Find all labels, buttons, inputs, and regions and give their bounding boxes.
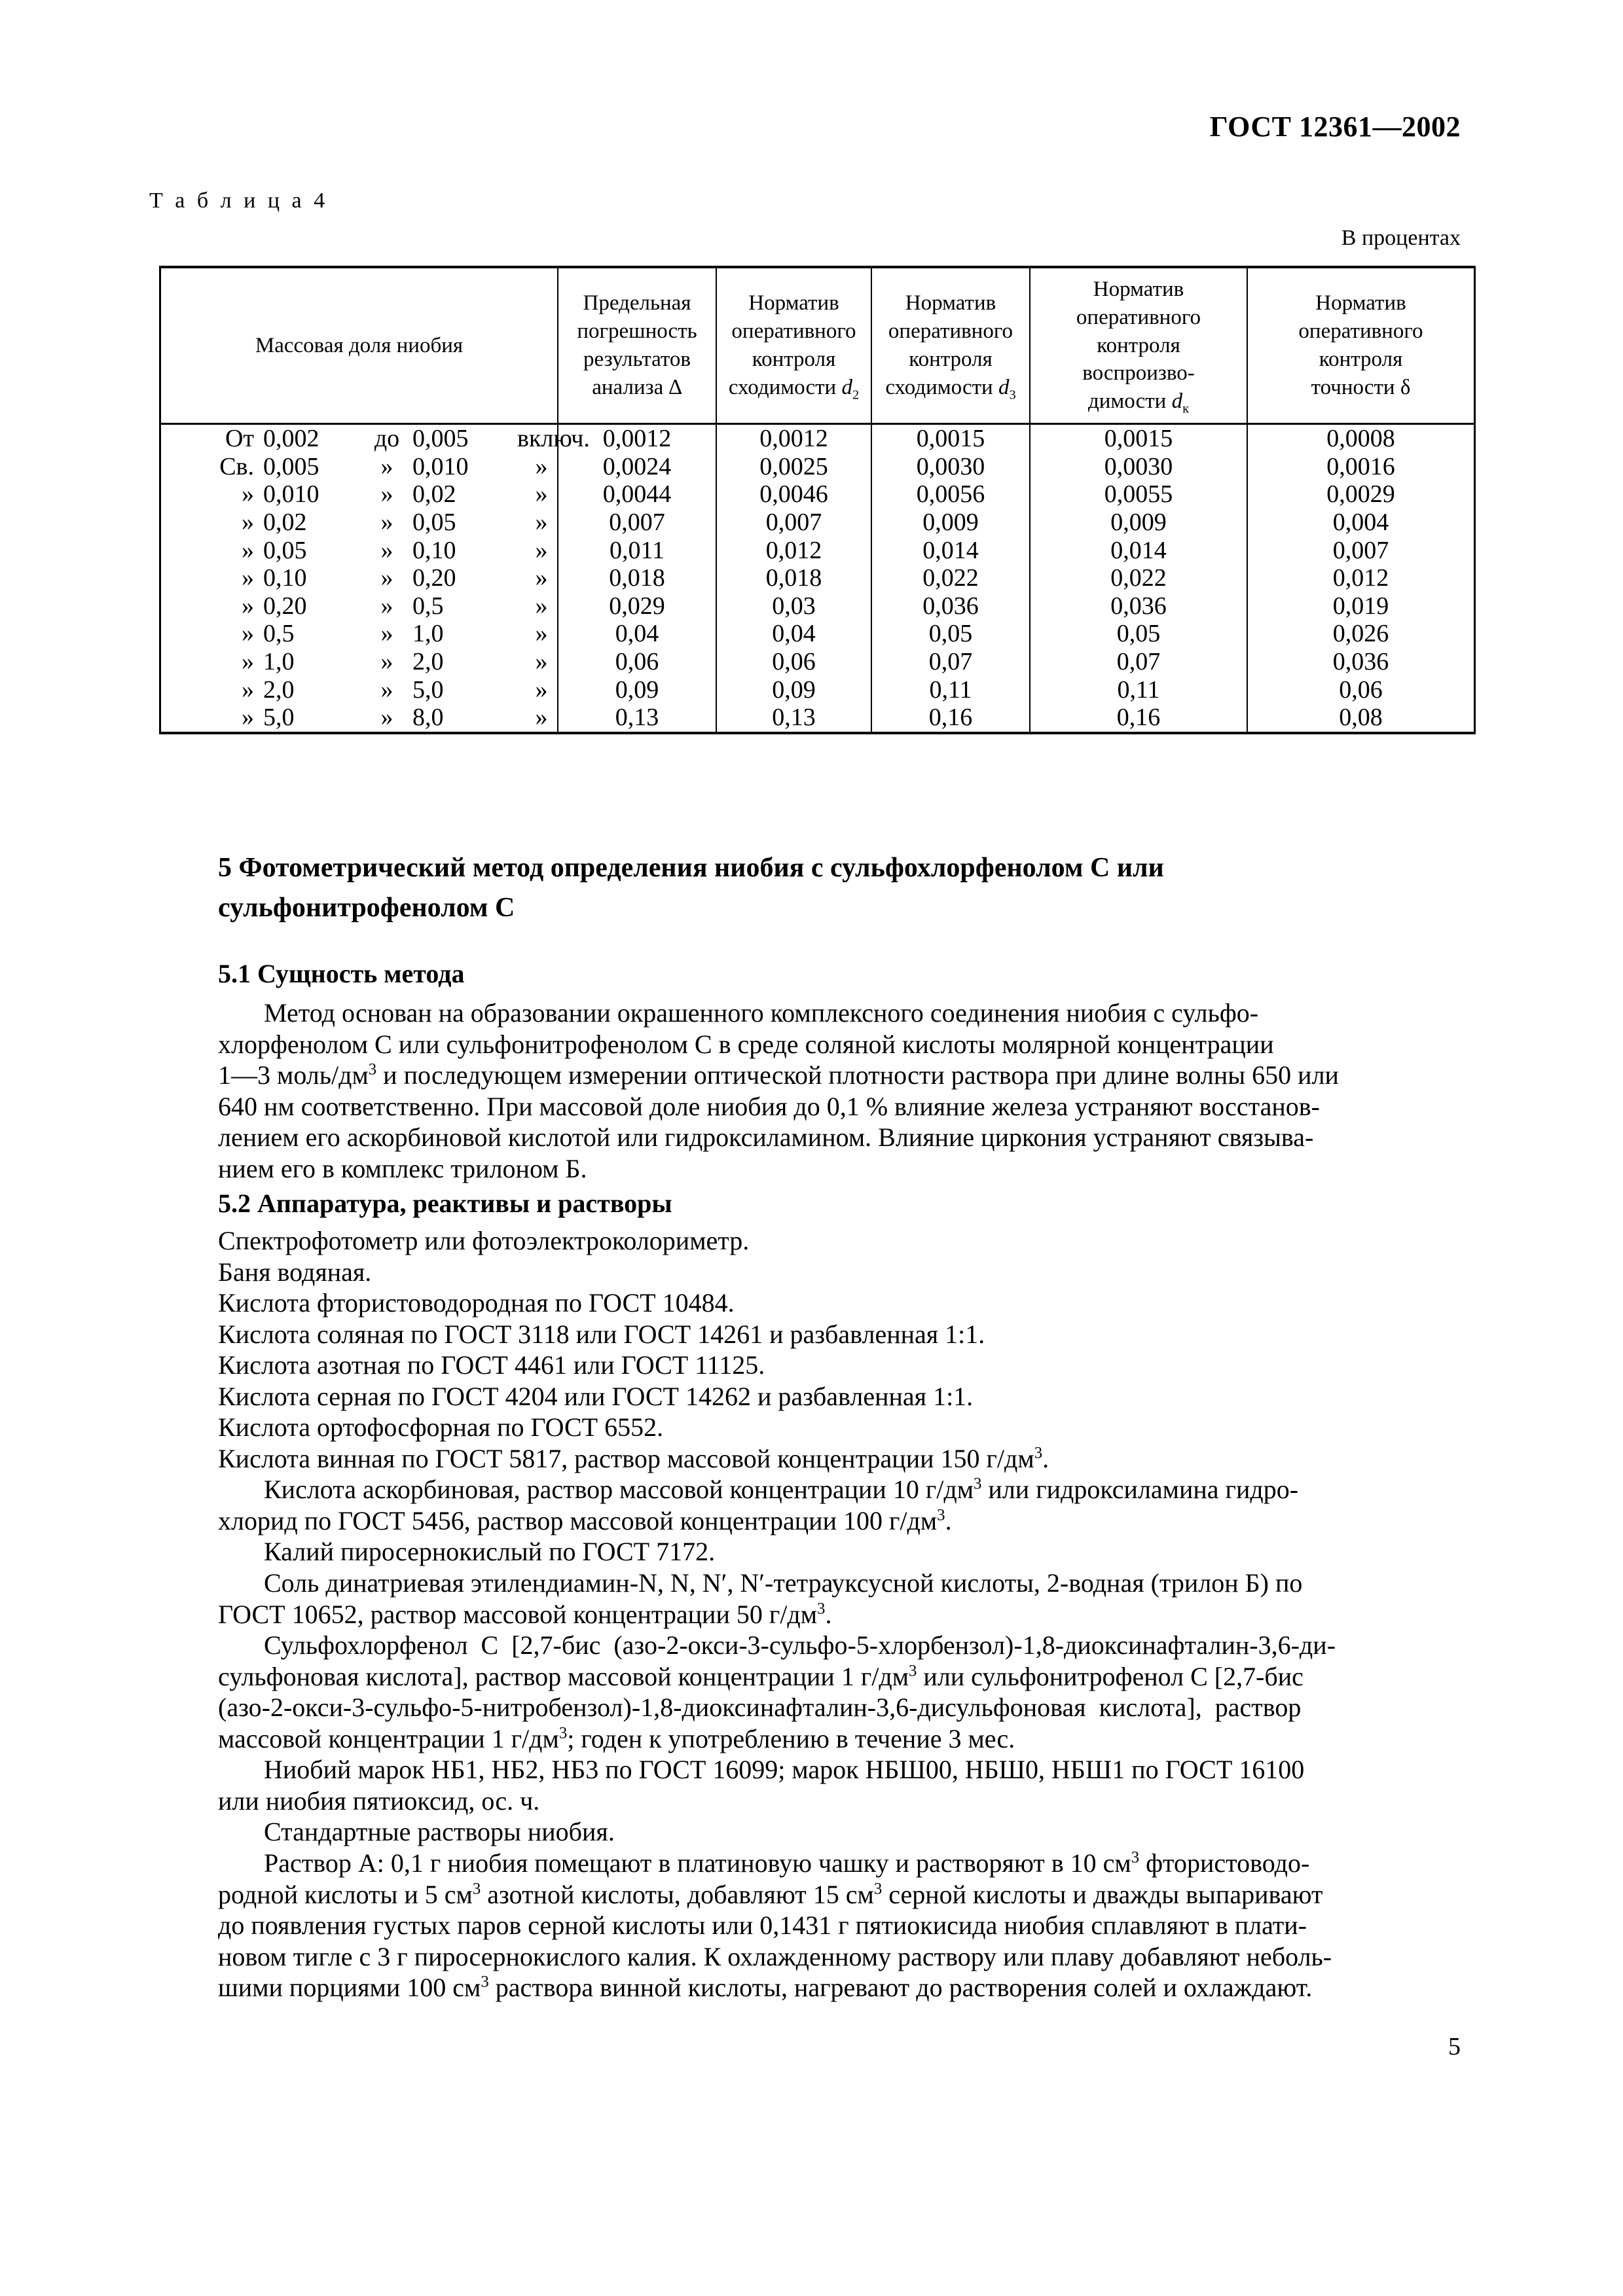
cell-dk: 0,0055	[1030, 480, 1247, 509]
range-from: 0,05	[263, 536, 307, 564]
solution-a-paragraph	[218, 1848, 1465, 2003]
cell-dk: 0,05	[1030, 620, 1247, 648]
cell-d3: 0,0030	[871, 453, 1030, 481]
table-row	[160, 424, 1475, 453]
cell-dk: 0,0015	[1030, 424, 1247, 453]
cell-accuracy: 0,0029	[1247, 480, 1475, 509]
running-header-standard-id: ГОСТ 12361—2002	[1209, 111, 1461, 143]
cell-range	[160, 536, 558, 564]
range-to: 0,005	[412, 425, 469, 453]
reagent-sulfochlorphenol	[218, 1630, 1465, 1754]
table-row	[160, 675, 1475, 704]
body-line: Соль динатриевая этилендиамин-N, N, N′, N′-тетрауксусной кислоты, 2-водная (трилон Б) по	[264, 1568, 1303, 1598]
range-to: 0,010	[412, 452, 469, 480]
cell-d3: 0,0056	[871, 480, 1030, 509]
cell-d2: 0,018	[716, 564, 871, 592]
range-suffix: »	[535, 480, 548, 509]
cell-d3: 0,16	[871, 704, 1030, 733]
subsection-5-1-title: 5.1 Сущность метода	[218, 959, 465, 988]
cell-limit-error: 0,13	[558, 704, 716, 733]
range-suffix: »	[535, 536, 548, 564]
table-row	[160, 480, 1475, 509]
reagent-item: Кислота азотная по ГОСТ 4461 или ГОСТ 11125.	[218, 1350, 765, 1380]
cell-limit-error: 0,0012	[558, 424, 716, 453]
body-line: до появления густых паров серной кислоты или 0,1431 г пятиокисида ниобия сплавляют в плати-	[218, 1910, 1307, 1940]
body-line-with-superscript: родной кислоты и 5 $см^3$ азотной кислоты, добавляют 15 $см^3$ серной кислоты и дважды выпаривают	[218, 1879, 1323, 1909]
hdr-line-symbol: сходимости $d_2$	[728, 375, 860, 403]
cell-d2: 0,0012	[716, 424, 871, 453]
cell-dk: 0,07	[1030, 648, 1247, 676]
hdr-line: Норматив	[1315, 291, 1406, 315]
column-header-limit-error	[558, 267, 716, 424]
range-prefix: »	[242, 675, 254, 704]
cell-d2: 0,007	[716, 509, 871, 537]
table-row	[160, 536, 1475, 564]
range-separator: »	[380, 564, 393, 592]
cell-dk: 0,014	[1030, 536, 1247, 564]
column-header-mass-fraction: Массовая доля ниобия	[160, 267, 558, 424]
body-line-with-superscript: массовой концентрации 1 $г/дм^3$; годен к употреблению в течение 3 мес.	[218, 1723, 1015, 1753]
range-separator: »	[380, 592, 393, 620]
cell-d2: 0,04	[716, 620, 871, 648]
range-suffix: »	[535, 648, 548, 676]
cell-d2: 0,09	[716, 675, 871, 704]
reagent-item: Кислота ортофосфорная по ГОСТ 6552.	[218, 1412, 664, 1442]
cell-range	[160, 675, 558, 704]
range-prefix: »	[242, 480, 254, 509]
range-from: 2,0	[263, 675, 295, 704]
cell-accuracy: 0,007	[1247, 536, 1475, 564]
body-line-with-superscript: ГОСТ 10652, раствор массовой концентрации 50 $г/дм^3$.	[218, 1599, 832, 1629]
range-from: 0,5	[263, 620, 295, 648]
hdr-line: оперативного	[1076, 305, 1201, 329]
range-from: 0,005	[263, 452, 319, 480]
cell-d2: 0,06	[716, 648, 871, 676]
subsection-5-2-title: 5.2 Аппаратура, реактивы и растворы	[218, 1189, 672, 1218]
hdr-line: анализа ∆	[592, 375, 682, 399]
cell-d3: 0,014	[871, 536, 1030, 564]
cell-d3: 0,022	[871, 564, 1030, 592]
range-to: 8,0	[412, 704, 444, 732]
range-to: 0,05	[412, 509, 456, 537]
range-suffix: »	[535, 620, 548, 648]
cell-range	[160, 453, 558, 481]
cell-limit-error: 0,09	[558, 675, 716, 704]
cell-d3: 0,05	[871, 620, 1030, 648]
hdr-line: Норматив	[1093, 277, 1184, 301]
range-to: 2,0	[412, 648, 444, 676]
section-5-heading-line1: 5 Фотометрический метод определения ниобия с сульфохлорфенолом С или	[218, 853, 1164, 883]
range-separator: »	[380, 675, 393, 704]
body-line: новом тигле с 3 г пиросернокислого калия. К охлажденному раствору или плаву добавляют неболь-	[218, 1941, 1332, 1971]
range-from: 5,0	[263, 704, 295, 732]
cell-limit-error: 0,0044	[558, 480, 716, 509]
reagent-item: Баня водяная.	[218, 1257, 372, 1287]
column-header-repeatability-d3	[871, 267, 1030, 424]
reagent-item: Кислота фтористоводородная по ГОСТ 10484.	[218, 1288, 735, 1318]
hdr-line: воспроизво-	[1082, 361, 1195, 386]
cell-accuracy: 0,0008	[1247, 424, 1475, 453]
subsection-5-2-reagents	[218, 1225, 1465, 1474]
table-caption: Т а б л и ц а 4	[149, 188, 329, 213]
cell-d2: 0,012	[716, 536, 871, 564]
table-row	[160, 592, 1475, 620]
cell-accuracy: 0,004	[1247, 509, 1475, 537]
reagent-potassium	[218, 1536, 1465, 1568]
table-row	[160, 453, 1475, 481]
cell-d3: 0,009	[871, 509, 1030, 537]
table-row	[160, 620, 1475, 648]
body-line-with-superscript: Кислота аскорбиновая, раствор массовой концентрации 10 $г/дм^3$ или гидроксиламина гидро-	[264, 1475, 1299, 1504]
range-separator: »	[380, 704, 393, 732]
hdr-line: оперативного	[731, 319, 856, 344]
cell-dk: 0,11	[1030, 675, 1247, 704]
reagent-item: Спектрофотометр или фотоэлектроколориметр.	[218, 1226, 750, 1255]
cell-d2: 0,13	[716, 704, 871, 733]
range-prefix: От	[225, 425, 254, 453]
reagent-item: Кислота серная по ГОСТ 4204 или ГОСТ 14262 и разбавленная 1:1.	[218, 1381, 974, 1411]
cell-accuracy: 0,0016	[1247, 453, 1475, 481]
table-row	[160, 564, 1475, 592]
range-separator: »	[380, 509, 393, 537]
hdr-line: погрешность	[577, 319, 697, 344]
range-prefix: »	[242, 564, 254, 592]
body-line: Сульфохлорфенол С [2,7-бис (азо-2-окси-3-сульфо-5-хлорбензол)-1,8-диоксинафталин-3,6-ди-	[264, 1630, 1336, 1660]
range-prefix: »	[242, 536, 254, 564]
cell-range	[160, 620, 558, 648]
section-5-heading-line2: сульфонитрофенолом С	[218, 892, 515, 923]
cell-limit-error: 0,011	[558, 536, 716, 564]
range-prefix: Св.	[219, 452, 254, 480]
hdr-line: контроля	[752, 348, 836, 371]
cell-dk: 0,16	[1030, 704, 1247, 733]
cell-range	[160, 704, 558, 733]
column-header-repeatability-d2	[716, 267, 871, 424]
range-prefix: »	[242, 704, 254, 732]
body-line: 640 нм соответственно. При массовой доле ниобия до 0,1 % влияние железа устраняют восстанов-	[218, 1091, 1320, 1121]
range-separator: »	[380, 620, 393, 648]
cell-d2: 0,03	[716, 592, 871, 620]
range-suffix: включ.	[517, 425, 590, 453]
hdr-line: контроля	[909, 348, 993, 371]
range-to: 5,0	[412, 675, 444, 704]
table-header-row	[160, 267, 1475, 424]
range-prefix: »	[242, 509, 254, 537]
range-prefix: »	[242, 620, 254, 648]
table-4	[159, 266, 1476, 734]
reagent-ascorbic-acid	[218, 1474, 1465, 1536]
subsection-5-1-body	[218, 997, 1465, 1184]
range-suffix: »	[535, 592, 548, 620]
cell-accuracy: 0,08	[1247, 704, 1475, 733]
cell-limit-error: 0,007	[558, 509, 716, 537]
table-head	[160, 267, 1475, 424]
cell-range	[160, 648, 558, 676]
range-separator: до	[374, 425, 400, 453]
body-line: лением его аскорбиновой кислотой или гидроксиламином. Влияние циркония устраняют связыва-	[218, 1122, 1314, 1152]
reagent-niobium-grades	[218, 1754, 1465, 1816]
hdr-line: контроля	[1097, 333, 1180, 357]
body-line-with-superscript: Раствор А: 0,1 г ниобия помещают в платиновую чашку и растворяют в 10 $см^3$ фтористоводо-	[264, 1848, 1310, 1878]
body-line-with-superscript: хлорид по ГОСТ 5456, раствор массовой концентрации 100 $г/дм^3$.	[218, 1505, 952, 1535]
cell-d3: 0,11	[871, 675, 1030, 704]
body-line-with-superscript: 1—3 моль/$дм^3$ и последующем измерении оптической плотности раствора при длине волны 650 или	[218, 1060, 1339, 1090]
cell-limit-error: 0,0024	[558, 453, 716, 481]
cell-dk: 0,0030	[1030, 453, 1247, 481]
range-to: 0,20	[412, 564, 456, 592]
cell-dk: 0,009	[1030, 509, 1247, 537]
cell-accuracy: 0,012	[1247, 564, 1475, 592]
cell-d3: 0,0015	[871, 424, 1030, 453]
hdr-line: точности δ	[1311, 375, 1411, 399]
standard-solutions-intro	[218, 1816, 1465, 1848]
hdr-line: оперативного	[888, 319, 1013, 344]
body-line: Ниобий марок НБ1, НБ2, НБ3 по ГОСТ 16099; марок НБШ00, НБШ0, НБШ1 по ГОСТ 16100	[264, 1755, 1305, 1784]
body-line: Метод основан на образовании окрашенного комплексного соединения ниобия с сульфо-	[264, 998, 1259, 1028]
range-suffix: »	[535, 564, 548, 592]
reagent-item-tartaric-acid: Кислота винная по ГОСТ 5817, раствор массовой концентрации 150 $г/дм^3$.	[218, 1443, 1049, 1473]
cell-d3: 0,036	[871, 592, 1030, 620]
body-line: (азо-2-окси-3-сульфо-5-нитробензол)-1,8-диоксинафталин-3,6-дисульфоновая кислота], раствор	[218, 1693, 1302, 1722]
range-to: 1,0	[412, 620, 444, 648]
range-from: 0,02	[263, 509, 307, 537]
hdr-line: Предельная	[583, 291, 691, 315]
reagent-item: Кислота соляная по ГОСТ 3118 или ГОСТ 14261 и разбавленная 1:1.	[218, 1319, 985, 1349]
range-from: 0,002	[263, 425, 319, 453]
hdr-line: Норматив	[748, 291, 839, 315]
range-from: 0,20	[263, 592, 307, 620]
hdr-line-symbol: сходимости $d_3$	[885, 375, 1016, 403]
range-prefix: »	[242, 648, 254, 676]
table-row	[160, 648, 1475, 676]
hdr-line: результатов	[583, 348, 691, 371]
range-prefix: »	[242, 592, 254, 620]
cell-accuracy: 0,026	[1247, 620, 1475, 648]
cell-range	[160, 509, 558, 537]
range-suffix: »	[535, 704, 548, 732]
range-suffix: »	[535, 452, 548, 480]
range-suffix: »	[535, 675, 548, 704]
hdr-line: Норматив	[905, 291, 996, 315]
table-units-note: В процентах	[1341, 226, 1461, 250]
range-to: 0,02	[412, 480, 456, 509]
body-line-with-superscript: шими порциями 100 $см^3$ раствора винной кислоты, нагревают до растворения солей и охлаждают.	[218, 1973, 1313, 2002]
range-separator: »	[380, 452, 393, 480]
column-header-reproducibility-dk	[1030, 267, 1247, 424]
cell-limit-error: 0,04	[558, 620, 716, 648]
column-header-accuracy	[1247, 267, 1475, 424]
range-separator: »	[380, 648, 393, 676]
body-line: нием его в комплекс трилоном Б.	[218, 1153, 587, 1183]
reagent-trilon-b	[218, 1568, 1465, 1630]
cell-dk: 0,022	[1030, 564, 1247, 592]
range-to: 0,10	[412, 536, 456, 564]
hdr-line: оперативного	[1298, 319, 1423, 344]
cell-dk: 0,036	[1030, 592, 1247, 620]
cell-range	[160, 424, 590, 453]
body-line: хлорфенолом С или сульфонитрофенолом С в среде соляной кислоты молярной концентрации	[218, 1029, 1274, 1059]
table-4-container	[159, 266, 1465, 734]
page-number: 5	[1448, 2033, 1461, 2060]
range-suffix: »	[535, 509, 548, 537]
cell-range	[160, 592, 558, 620]
body-line-with-superscript: сульфоновая кислота], раствор массовой концентрации 1 $г/дм^3$ или сульфонитрофенол С [2,7-бис	[218, 1661, 1304, 1691]
reagent-item: Калий пиросернокислый по ГОСТ 7172.	[264, 1537, 716, 1566]
table-body	[160, 424, 1475, 733]
cell-d2: 0,0046	[716, 480, 871, 509]
range-from: 1,0	[263, 648, 295, 676]
cell-d2: 0,0025	[716, 453, 871, 481]
range-separator: »	[380, 480, 393, 509]
range-to: 0,5	[412, 592, 444, 620]
section-5-heading	[218, 848, 1465, 928]
cell-d3: 0,07	[871, 648, 1030, 676]
table-row	[160, 509, 1475, 537]
hdr-line: контроля	[1319, 348, 1403, 371]
range-separator: »	[380, 536, 393, 564]
cell-accuracy: 0,019	[1247, 592, 1475, 620]
cell-accuracy: 0,036	[1247, 648, 1475, 676]
table-row	[160, 704, 1475, 733]
hdr-line-symbol: димости $d_к$	[1087, 389, 1190, 416]
body-line: Стандартные растворы ниобия.	[264, 1817, 615, 1846]
cell-limit-error: 0,018	[558, 564, 716, 592]
cell-range	[160, 480, 558, 509]
cell-range	[160, 564, 558, 592]
range-from: 0,010	[263, 480, 319, 509]
cell-limit-error: 0,029	[558, 592, 716, 620]
cell-accuracy: 0,06	[1247, 675, 1475, 704]
body-line: или ниобия пятиоксид, ос. ч.	[218, 1785, 540, 1816]
range-from: 0,10	[263, 564, 307, 592]
cell-limit-error: 0,06	[558, 648, 716, 676]
